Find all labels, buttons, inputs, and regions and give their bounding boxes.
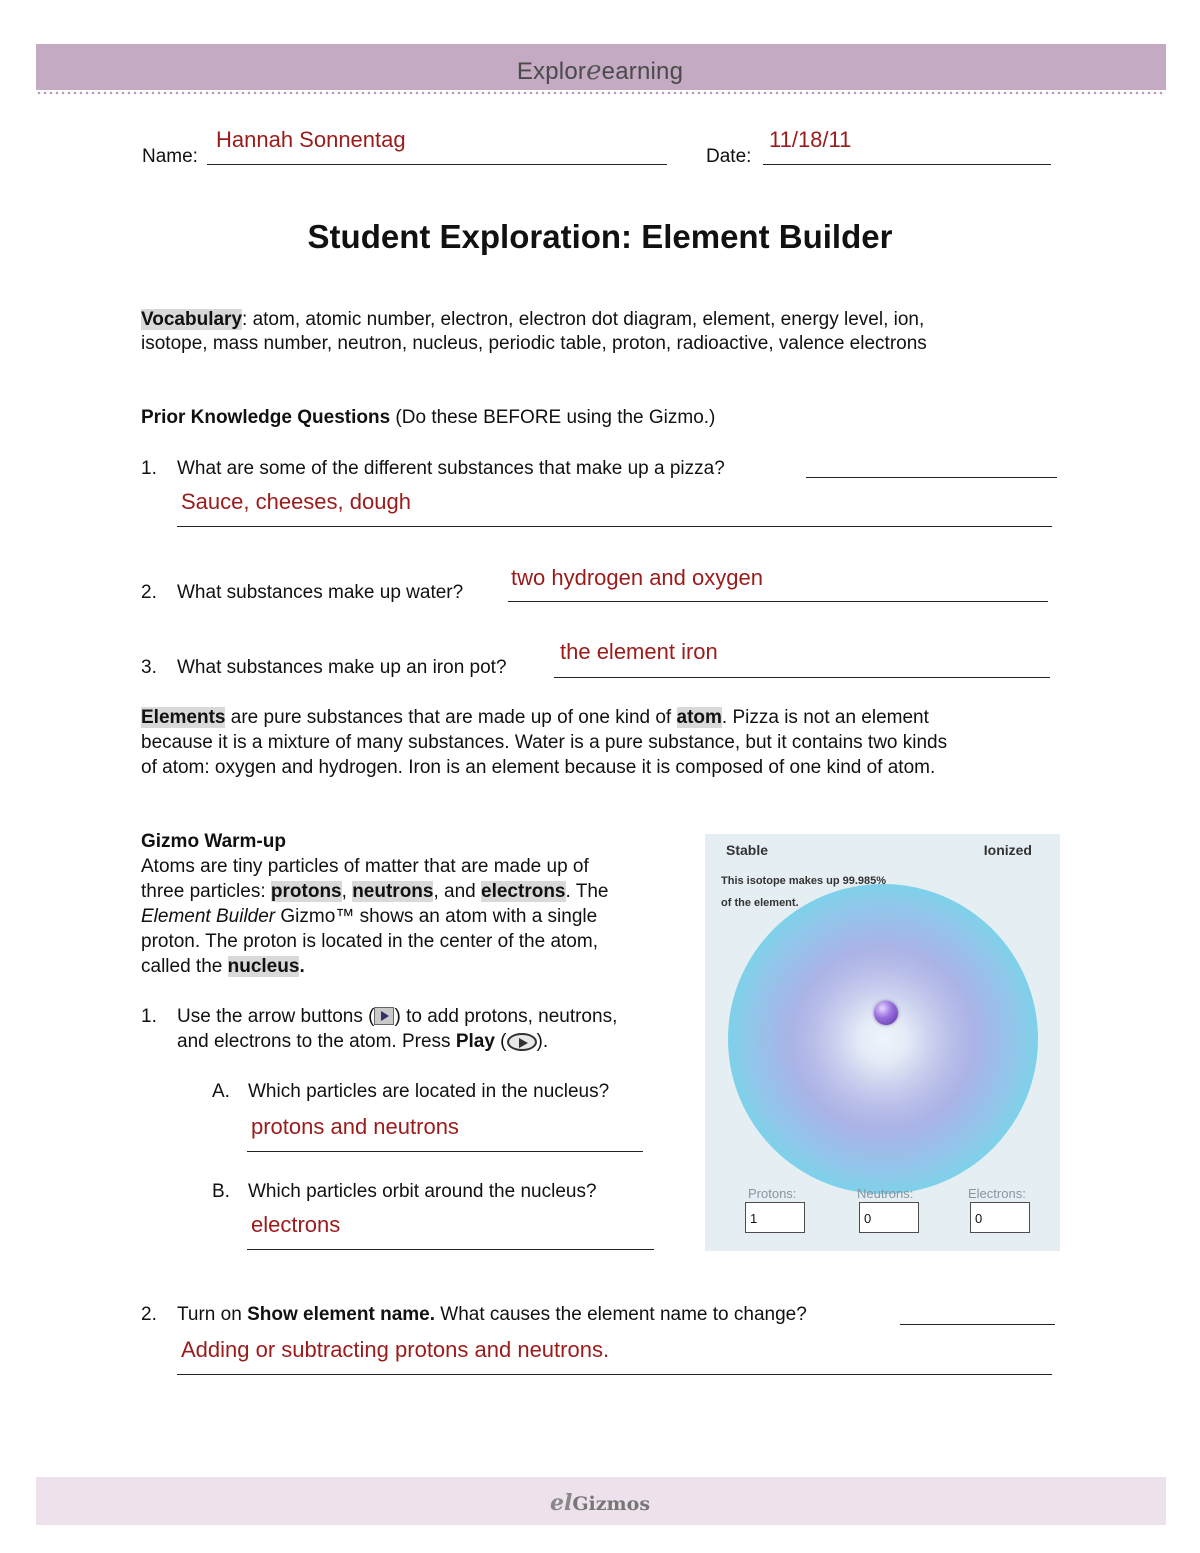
date-value[interactable]: 11/18/11: [769, 127, 852, 152]
q3-number: 3.: [141, 657, 157, 678]
qb-letter: B.: [212, 1181, 230, 1202]
page-title: Student Exploration: Element Builder: [307, 218, 893, 255]
q1-number: 1.: [141, 458, 157, 479]
step2-text: Turn on Show element name. What causes the element name to change?: [177, 1304, 807, 1325]
explorelearning-logo: Exploreearning: [516, 56, 684, 86]
neutrons-label: Neutrons:: [857, 1186, 914, 1201]
step2-line-1: [900, 1324, 1055, 1325]
qb-answer[interactable]: electrons: [251, 1212, 341, 1237]
neutrons-field[interactable]: 0: [859, 1202, 919, 1233]
q2-line: [508, 601, 1048, 602]
warmup-line-3: Element Builder Gizmo™ shows an atom with a single: [141, 906, 598, 927]
isotope-note: This isotope makes up 99.985% of the element.: [721, 875, 887, 909]
q2-answer[interactable]: two hydrogen and oxygen: [511, 565, 763, 590]
gizmo-screenshot: [705, 834, 1060, 1251]
vocabulary-line-2: isotope, mass number, neutron, nucleus, periodic table, proton, radioactive, valence electrons: [141, 333, 927, 354]
step1-line-1: Use the arrow buttons ( ) to add protons, neutrons,: [177, 1006, 618, 1027]
stable-label: Stable: [726, 842, 769, 858]
q1-answer[interactable]: Sauce, cheeses, dough: [181, 489, 411, 514]
step1-number: 1.: [141, 1006, 157, 1027]
protons-field[interactable]: 1: [745, 1202, 805, 1233]
electrons-field[interactable]: 0: [970, 1202, 1030, 1233]
q1-text: What are some of the different substances that make up a pizza?: [177, 458, 725, 479]
warmup-line-4: proton. The proton is located in the center of the atom,: [141, 931, 598, 952]
q2-text: What substances make up water?: [177, 582, 464, 603]
warmup-heading: Gizmo Warm-up: [141, 831, 286, 852]
step2-number: 2.: [141, 1304, 157, 1325]
arrow-button-icon: [374, 1007, 394, 1025]
q1-line-1: [806, 477, 1057, 478]
proton-nucleus: [874, 1001, 898, 1025]
prior-knowledge-heading: Prior Knowledge Questions (Do these BEFORE using the Gizmo.): [141, 407, 716, 428]
qa-line: [247, 1151, 643, 1152]
qb-text: Which particles orbit around the nucleus?: [248, 1181, 597, 1202]
qa-letter: A.: [212, 1081, 230, 1102]
play-button-icon: [507, 1033, 537, 1051]
name-line: [207, 164, 667, 165]
warmup-line-2: three particles: protons, neutrons, and electrons. The: [141, 881, 609, 902]
step2-line-2: [177, 1374, 1052, 1375]
elements-para-line-1: Elements are pure substances that are made up of one kind of atom. Pizza is not an element: [141, 707, 929, 728]
header-dotted-border: [36, 90, 1166, 96]
q2-number: 2.: [141, 582, 157, 603]
gizmos-logo: elGizmos: [549, 1490, 651, 1516]
elements-para-line-2: because it is a mixture of many substances. Water is a pure substance, but it contains two kinds: [141, 732, 948, 753]
step1-line-2: and electrons to the atom. Press Play ( ).: [177, 1031, 549, 1052]
ionized-label: Ionized: [983, 842, 1032, 858]
atom-electron-cloud: [728, 884, 1038, 1194]
elements-para-line-3: of atom: oxygen and hydrogen. Iron is an element because it is composed of one kind of atom.: [141, 757, 936, 778]
q1-line-2: [177, 526, 1052, 527]
vocabulary-line-1: Vocabulary: atom, atomic number, electron, electron dot diagram, element, energy level, ion,: [141, 309, 925, 330]
date-line: [763, 164, 1051, 165]
name-value[interactable]: Hannah Sonnentag: [216, 127, 406, 152]
q3-answer[interactable]: the element iron: [560, 639, 718, 664]
electrons-label: Electrons:: [968, 1186, 1026, 1201]
qb-line: [247, 1249, 654, 1250]
q3-text: What substances make up an iron pot?: [177, 657, 507, 678]
qa-answer[interactable]: protons and neutrons: [251, 1114, 459, 1139]
warmup-line-1: Atoms are tiny particles of matter that are made up of: [141, 856, 589, 877]
date-label: Date:: [706, 146, 752, 167]
qa-text: Which particles are located in the nucleus?: [248, 1081, 610, 1102]
step2-answer[interactable]: Adding or subtracting protons and neutrons.: [181, 1337, 610, 1362]
name-label: Name:: [142, 146, 198, 167]
warmup-line-5: called the nucleus.: [141, 956, 305, 977]
protons-label: Protons:: [748, 1186, 797, 1201]
vocabulary-label: Vocabulary: [141, 309, 243, 330]
q3-line: [554, 677, 1050, 678]
